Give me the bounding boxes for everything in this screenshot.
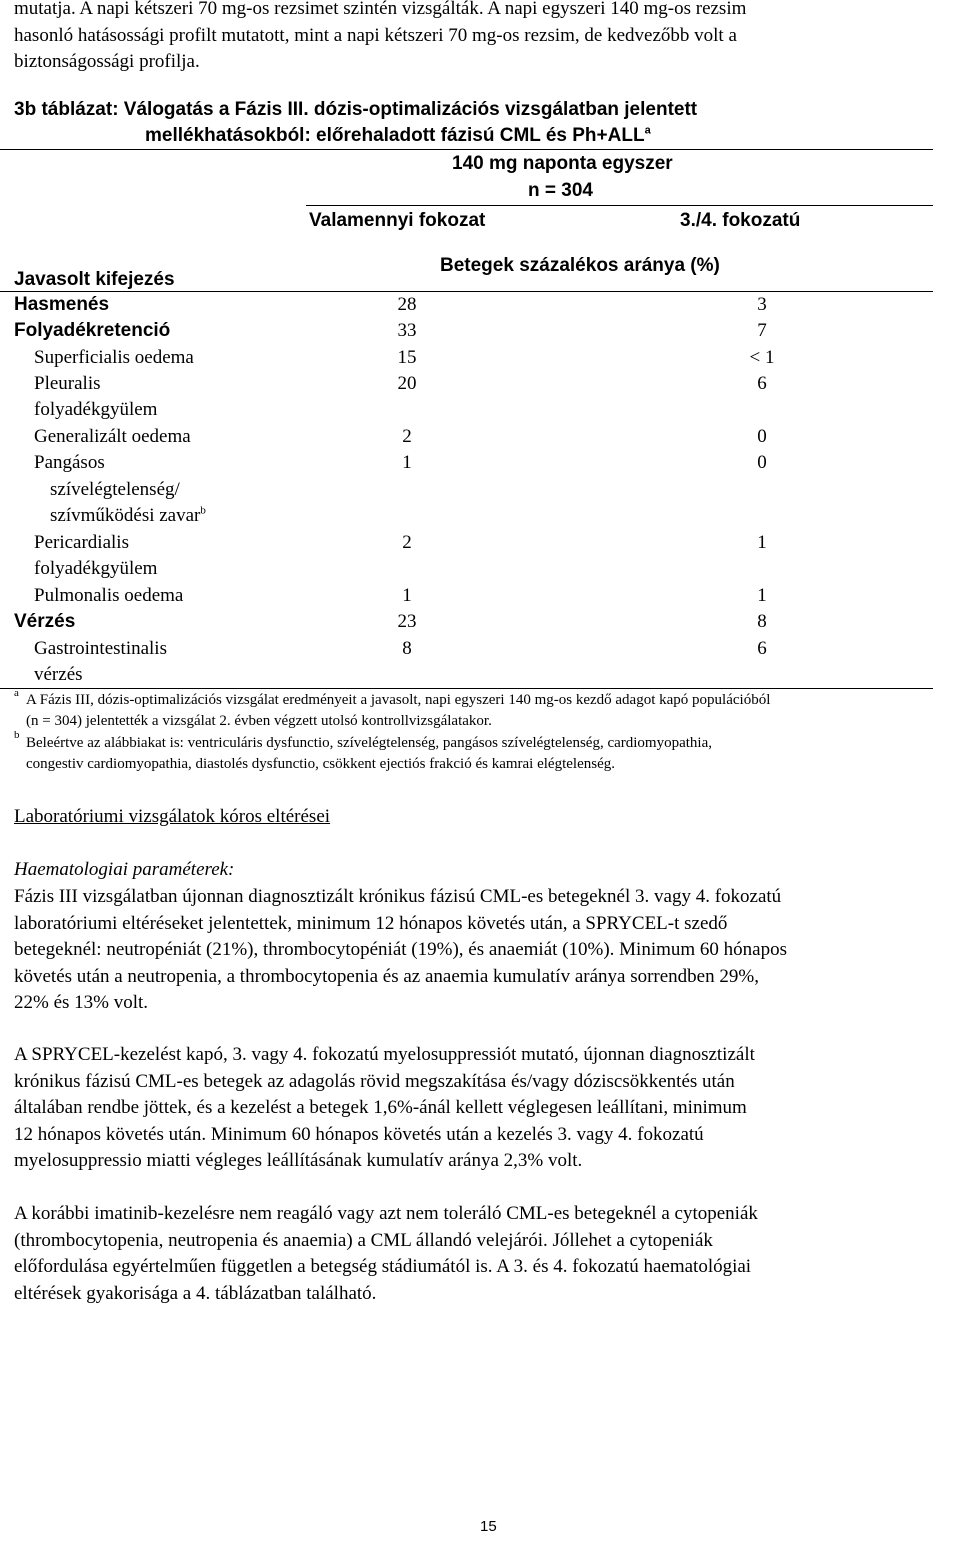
row-label-cont: szívelégtelenség/	[50, 479, 180, 500]
value-grade-3-4: 6	[757, 373, 767, 394]
value-all-grades: 2	[402, 426, 412, 447]
row-label-cont: folyadékgyülem	[34, 399, 158, 420]
row-label: Generalizált oedema	[34, 426, 191, 447]
value-grade-3-4: 1	[757, 585, 767, 606]
intro-paragraph	[14, 0, 746, 76]
table-row	[14, 609, 934, 635]
footnote-line: A Fázis III, dózis-optimalizációs vizsgálat eredményeit a javasolt, napi egyszeri 140 mg-os kezdő adagot kapó populációból	[26, 692, 771, 708]
text-line: laboratóriumi eltéréseket jelentettek, minimum 12 hónapos követés után, a SPRYCEL-t szedő	[14, 912, 728, 934]
value-grade-3-4: < 1	[749, 347, 775, 368]
footnote-line: (n = 304) jelentették a vizsgálat 2. évben végzett utolsó kontrollvizsgálatakor.	[26, 713, 492, 729]
header-subrule	[306, 205, 933, 206]
table-row	[14, 636, 934, 662]
value-grade-3-4: 7	[757, 320, 767, 341]
value-all-grades: 8	[402, 638, 412, 659]
text-line: biztonságossági profilja.	[14, 51, 200, 73]
footnote-ref-a: a	[644, 124, 651, 137]
unit-header: Betegek százalékos aránya (%)	[440, 255, 720, 276]
text-line: hasonló hatásossági profilt mutatott, mint a napi kétszeri 70 mg-os rezsim, de kedvezőbb volt a	[14, 24, 737, 46]
row-label: Folyadékretenció	[14, 320, 171, 341]
row-label: Pangásos	[34, 452, 105, 473]
table-row-continuation	[14, 662, 934, 688]
value-all-grades: 28	[397, 294, 417, 315]
table-row-continuation	[14, 503, 934, 529]
text-line: A korábbi imatinib-kezelésre nem reagáló vagy azt nem toleráló CML-es betegeknél a cytopeniák	[14, 1203, 758, 1224]
table-row	[14, 318, 934, 344]
table-top-rule	[0, 149, 933, 150]
dose-header: 140 mg naponta egyszer	[452, 153, 673, 174]
table-row	[14, 424, 934, 450]
row-label: Pericardialis	[34, 532, 129, 553]
footnote-a	[26, 690, 770, 732]
footnote-ref-b: b	[200, 504, 206, 517]
row-label: Hasmenés	[14, 294, 110, 315]
text-line: A SPRYCEL-kezelést kapó, 3. vagy 4. fokozatú myelosuppressiót mutató, újonnan diagnosztizált	[14, 1044, 755, 1065]
footnote-line: congestiv cardiomyopathia, diastolés dysfunctio, csökkent ejectiós frakció és kamrai elégtelenség.	[26, 756, 615, 772]
footnote-b	[26, 733, 712, 775]
table-row-continuation	[14, 477, 934, 503]
footnote-a-marker	[14, 688, 19, 709]
text-line: myelosuppressio miatti végleges leállításának kumulatív aránya 2,3% volt.	[14, 1150, 583, 1172]
row-label-text: szívműködési zavar	[50, 505, 201, 526]
value-all-grades: 1	[402, 452, 412, 473]
text-line: Fázis III vizsgálatban újonnan diagnosztizált krónikus fázisú CML-es betegeknél 3. vagy 4. fokozatú	[14, 886, 782, 907]
page-number: 15	[480, 1518, 497, 1535]
text-line: előfordulása egyértelműen független a betegség stádiumától is. A 3. és 4. fokozatú haematológiai	[14, 1256, 752, 1278]
text-line: követés után a neutropenia, a thrombocytopenia és az anaemia kumulatív aránya sorrendben 29%,	[14, 965, 759, 987]
table-caption-line-2	[145, 123, 651, 149]
text-line: (thrombocytopenia, neutropenia és anaemia) a CML állandó velejárói. Jóllehet a cytopeniák	[14, 1229, 713, 1251]
row-label: Pulmonalis oedema	[34, 585, 184, 606]
text-line: 22% és 13% volt.	[14, 992, 149, 1014]
value-all-grades: 33	[397, 320, 417, 341]
value-grade-3-4: 3	[757, 294, 767, 315]
footnote-line: Beleértve az alábbiakat is: ventriculáris dysfunctio, szívelégtelenség, pangásos szívelégtelenség, cardiomyopathia,	[26, 735, 713, 751]
table-row	[14, 292, 934, 318]
text-line: eltérések gyakorisága a 4. táblázatban található.	[14, 1282, 377, 1304]
value-all-grades: 23	[397, 611, 417, 632]
value-grade-3-4: 1	[757, 532, 767, 553]
text-line: krónikus fázisú CML-es betegek az adagolás rövid megszakítása és/vagy dóziscsökkentés után	[14, 1070, 735, 1092]
table-bottom-rule	[0, 688, 933, 689]
row-label: Superficialis oedema	[34, 347, 194, 368]
row-label: Gastrointestinalis	[34, 638, 167, 659]
subheading-haematology: Haematologiai paraméterek:	[14, 859, 235, 880]
text-line: általában rendbe jöttek, és a kezelést a betegek 1,6%-ánál kellett véglegesen leállítani, minimum	[14, 1097, 747, 1119]
text-line: betegeknél: neutropéniát (21%), thrombocytopéniát (19%), és anaemiát (10%). Minimum 60 hónapos	[14, 939, 787, 961]
n-header: n = 304	[528, 180, 593, 201]
row-label-cont: vérzés	[34, 664, 83, 685]
value-all-grades: 2	[402, 532, 412, 553]
table-row	[14, 450, 934, 476]
value-grade-3-4: 0	[757, 426, 767, 447]
paragraph-1	[14, 884, 787, 1017]
footnote-mark: b	[14, 729, 20, 741]
table-row	[14, 371, 934, 397]
value-grade-3-4: 6	[757, 638, 767, 659]
row-label: Vérzés	[14, 611, 76, 632]
paragraph-2	[14, 1042, 755, 1175]
row-label: Pleuralis	[34, 373, 101, 394]
value-grade-3-4: 8	[757, 611, 767, 632]
section-heading-lab: Laboratóriumi vizsgálatok kóros eltérései	[14, 806, 331, 827]
table-row	[14, 583, 934, 609]
text-line: 12 hónapos követés után. Minimum 60 hónapos követés után a kezelés 3. vagy 4. fokozatú	[14, 1123, 704, 1145]
row-label-cont	[50, 503, 206, 529]
caption-text: mellékhatásokból: előrehaladott fázisú CML és Ph+ALL	[145, 125, 645, 146]
text-line: mutatja. A napi kétszeri 70 mg-os rezsimet szintén vizsgálták. A napi egyszeri 140 mg-os rezsim	[14, 0, 747, 19]
row-label-cont: folyadékgyülem	[34, 558, 158, 579]
value-all-grades: 1	[402, 585, 412, 606]
table-row-continuation	[14, 556, 934, 582]
footnote-mark: a	[14, 687, 19, 699]
table-row	[14, 530, 934, 556]
footnote-b-marker	[14, 730, 20, 751]
table-caption-line-1: 3b táblázat: Válogatás a Fázis III. dózis-optimalizációs vizsgálatban jelentett	[14, 99, 698, 120]
value-grade-3-4: 0	[757, 452, 767, 473]
table-row-continuation	[14, 397, 934, 423]
row-header: Javasolt kifejezés	[14, 269, 175, 290]
table-row	[14, 345, 934, 371]
paragraph-3	[14, 1201, 758, 1307]
col-header-grade-3-4: 3./4. fokozatú	[680, 210, 801, 231]
value-all-grades: 20	[397, 373, 417, 394]
value-all-grades: 15	[397, 347, 417, 368]
col-header-all-grades: Valamennyi fokozat	[309, 210, 486, 231]
